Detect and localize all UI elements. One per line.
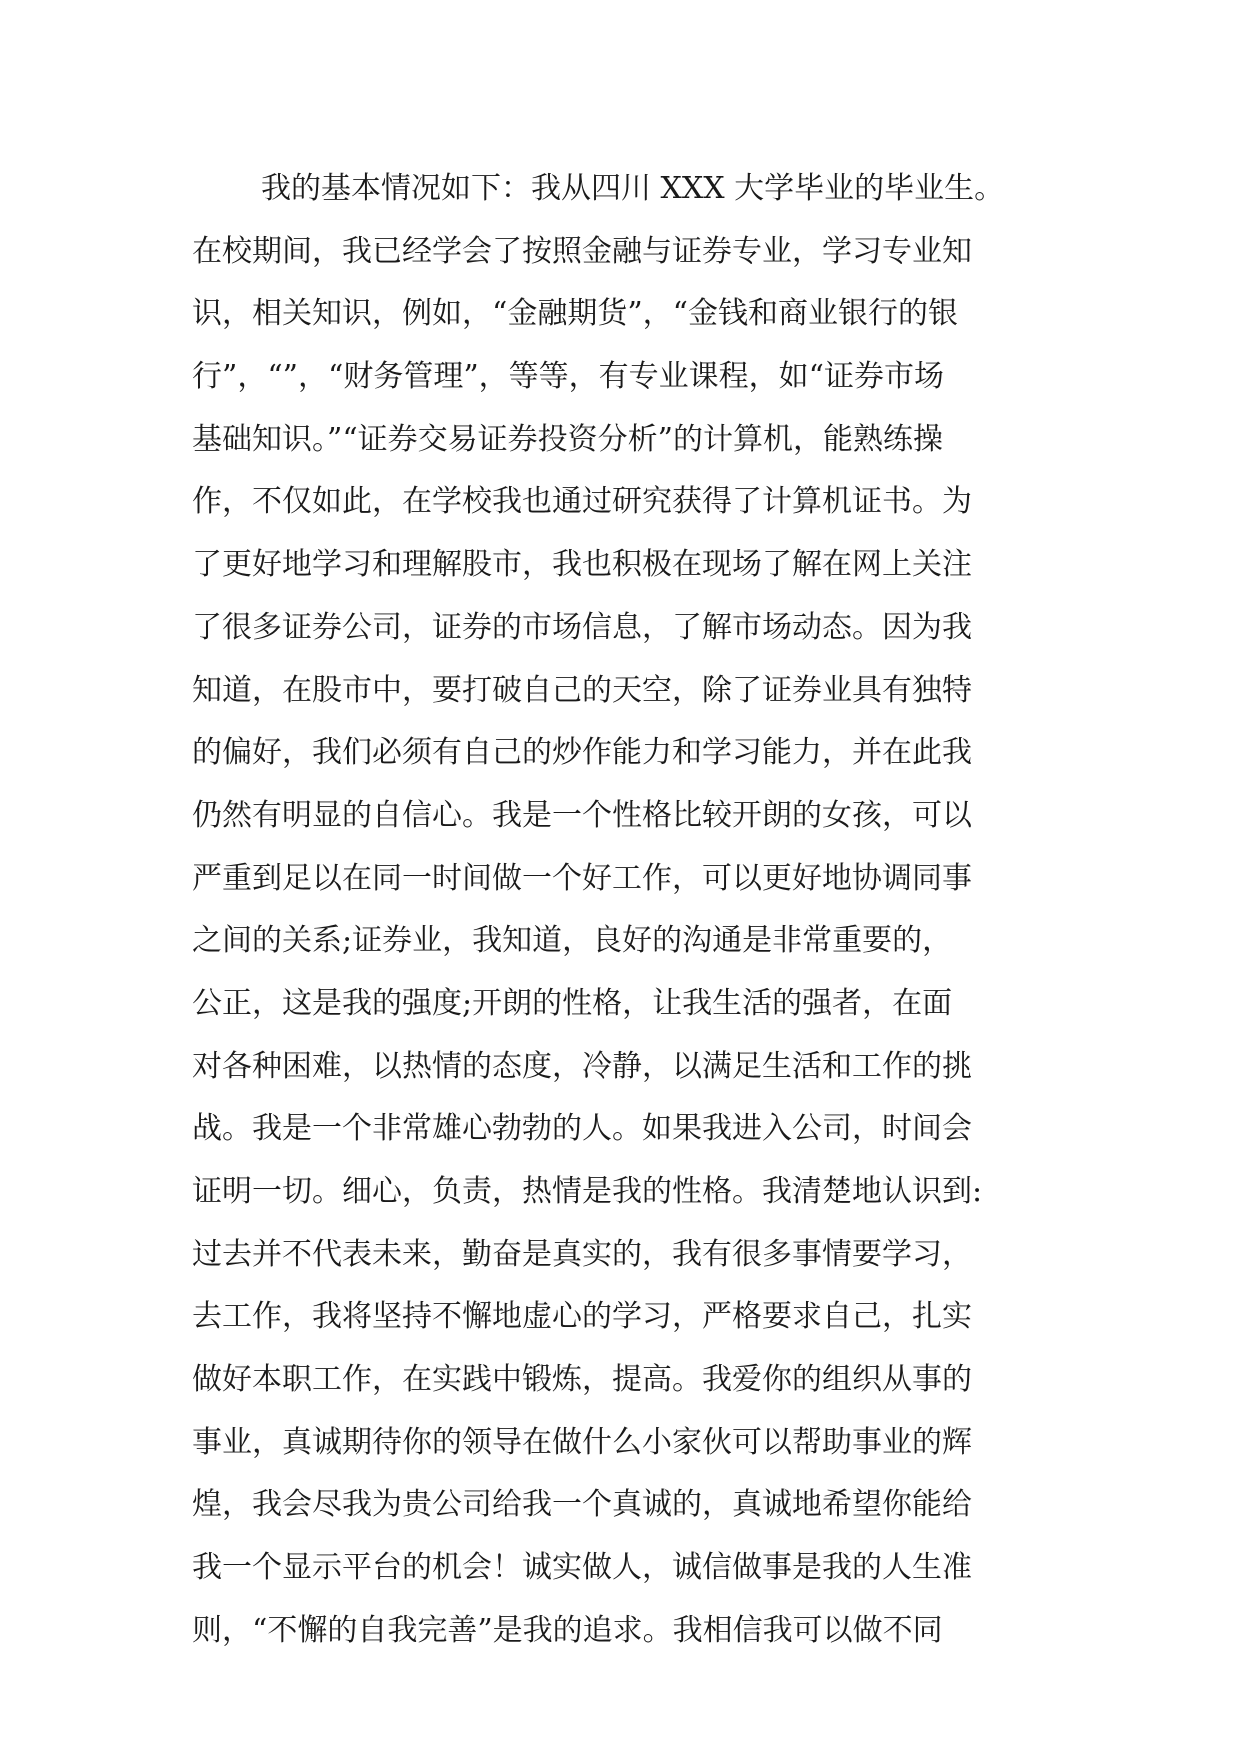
text-line-23: 我一个显示平台的机会！诚实做人，诚信做事是我的人生准 [192,1550,972,1586]
text-line-22: 煌，我会尽我为贵公司给我一个真诚的，真诚地希望你能给 [192,1487,972,1523]
text-line-21: 事业，真诚期待你的领导在做什么小家伙可以帮助事业的辉 [192,1424,972,1460]
text-line-10: 的偏好，我们必须有自己的炒作能力和学习能力，并在此我 [192,735,972,771]
text-line-13: 之间的关系;证券业，我知道，良好的沟通是非常重要的， [192,923,953,959]
text-line-12: 严重到足以在同一时间做一个好工作，可以更好地协调同事 [192,860,972,896]
text-line-24: 则，“不懈的自我完善”是我的追求。我相信我可以做不同 [192,1612,943,1648]
text-line-11: 仍然有明显的自信心。我是一个性格比较开朗的女孩，可以 [192,797,972,833]
text-line-19: 去工作，我将坚持不懈地虚心的学习，严格要求自己，扎实 [192,1299,972,1335]
body-paragraph [192,158,1082,1663]
text-line-20: 做好本职工作，在实践中锻炼，提高。我爱你的组织从事的 [192,1362,972,1398]
text-line-1: 我的基本情况如下：我从四川 XXX 大学毕业的毕业生。 [261,171,1005,206]
text-line-9: 知道，在股市中，要打破自己的天空，除了证券业具有独特 [192,672,972,708]
text-line-18: 过去并不代表未来，勤奋是真实的，我有很多事情要学习， [192,1236,972,1272]
text-line-6: 作，不仅如此，在学校我也通过研究获得了计算机证书。为 [192,484,972,520]
text-line-4: 行”，“”，“财务管理”，等等，有专业课程，如“证券市场 [192,359,945,395]
text-line-3: 识，相关知识，例如，“金融期货”，“金钱和商业银行的银 [192,296,959,332]
text-line-2: 在校期间，我已经学会了按照金融与证券专业，学习专业知 [192,233,972,269]
text-line-15: 对各种困难，以热情的态度，冷静，以满足生活和工作的挑 [192,1048,972,1084]
text-line-14: 公正，这是我的强度;开朗的性格，让我生活的强者，在面 [192,985,953,1021]
text-line-16: 战。我是一个非常雄心勃勃的人。如果我进入公司，时间会 [192,1111,972,1147]
text-line-7: 了更好地学习和理解股市，我也积极在现场了解在网上关注 [192,547,972,583]
text-line-5: 基础知识。”“证券交易证券投资分析”的计算机，能熟练操 [192,421,944,457]
text-line-8: 了很多证券公司，证券的市场信息，了解市场动态。因为我 [192,609,972,645]
text-line-17: 证明一切。细心，负责，热情是我的性格。我清楚地认识到: [192,1174,983,1209]
